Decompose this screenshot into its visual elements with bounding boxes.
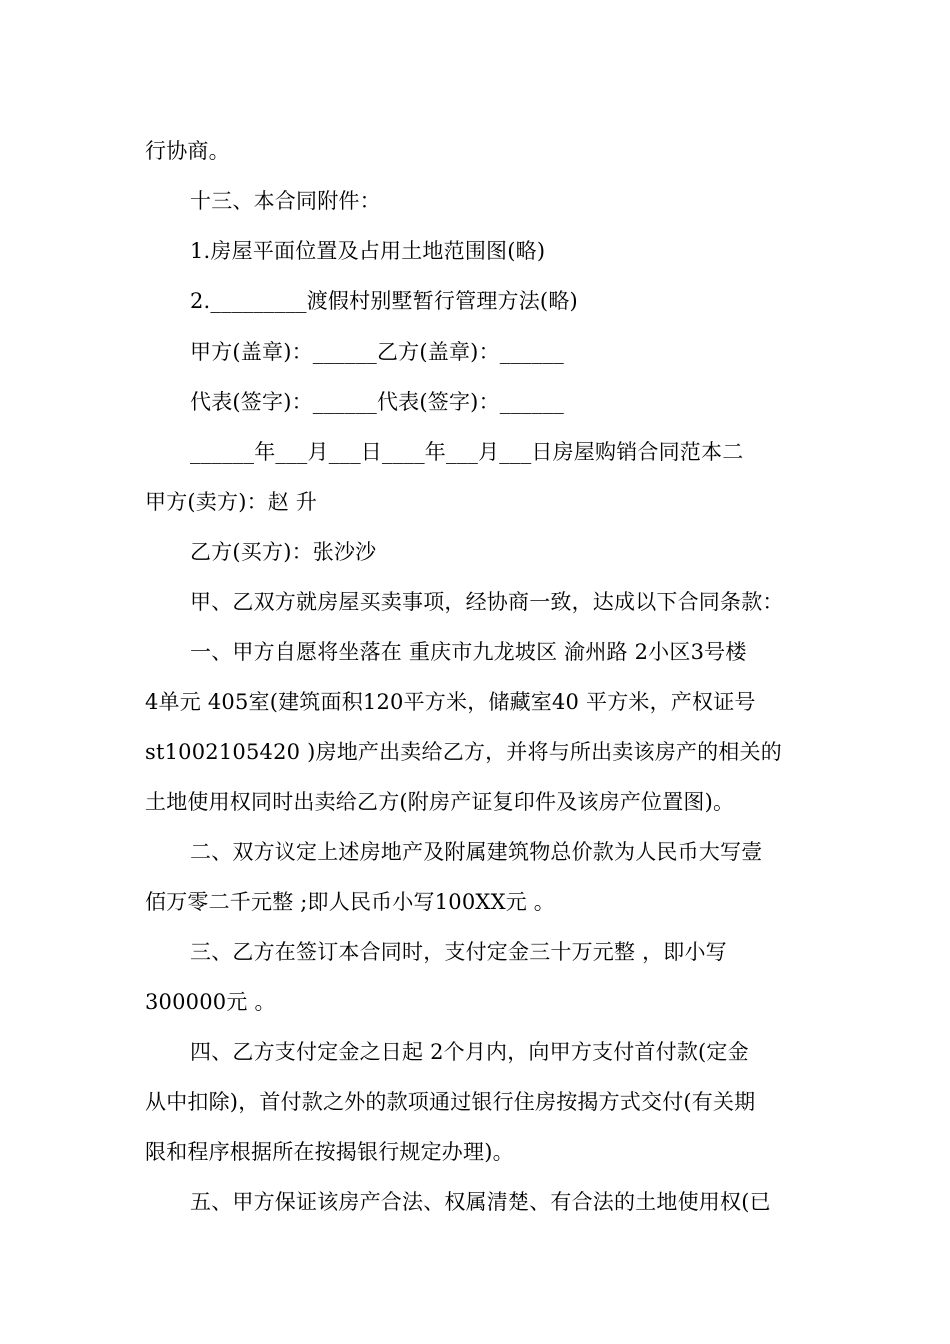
signature-line: 代表(签字)：______代表(签字)：______: [190, 390, 564, 414]
text-line: 五、甲方保证该房产合法、权属清楚、有合法的土地使用权(已: [190, 1190, 771, 1214]
text-line: 甲、乙双方就房屋买卖事项，经协商一致，达成以下合同条款：: [190, 590, 784, 614]
signature-line: 甲方(盖章)：______乙方(盖章)：______: [190, 340, 564, 364]
text-line: 三、乙方在签订本合同时，支付定金三十万元整 ，即小写: [190, 940, 727, 964]
text-line: 2._________渡假村别墅暂行管理方法(略): [190, 289, 578, 313]
text-line: 行协商。: [145, 139, 230, 163]
text-line: 4单元 405室(建筑面积120平方米，储藏室40 平方米，产权证号: [145, 690, 756, 714]
text-line: 四、乙方支付定金之日起 2个月内，向甲方支付首付款(定金: [190, 1040, 749, 1064]
text-line: 佰万零二千元整 ;即人民币小写100XX元 。: [145, 890, 556, 914]
text-line: 限和程序根据所在按揭银行规定办理)。: [145, 1140, 514, 1164]
text-line: st1002105420 )房地产出卖给乙方，并将与所出卖该房产的相关的: [145, 740, 782, 764]
section-heading: 十三、本合同附件：: [190, 189, 381, 213]
party-b-line: 乙方(买方)：张沙沙: [190, 540, 377, 564]
date-line: ______年___月___日____年___月___日房屋购销合同范本二: [190, 440, 744, 464]
text-line: 一、甲方自愿将坐落在 重庆市九龙坡区 渝州路 2小区3号楼: [190, 640, 747, 664]
party-a-line: 甲方(卖方)：赵 升: [145, 490, 318, 514]
text-line: 二、双方议定上述房地产及附属建筑物总价款为人民币大写壹: [190, 840, 763, 864]
text-line: 300000元 。: [145, 990, 276, 1014]
text-line: 土地使用权同时出卖给乙方(附房产证复印件及该房产位置图)。: [145, 790, 735, 814]
text-line: 1.房屋平面位置及占用土地范围图(略): [190, 239, 546, 263]
text-line: 从中扣除)，首付款之外的款项通过银行住房按揭方式交付(有关期: [145, 1090, 756, 1114]
